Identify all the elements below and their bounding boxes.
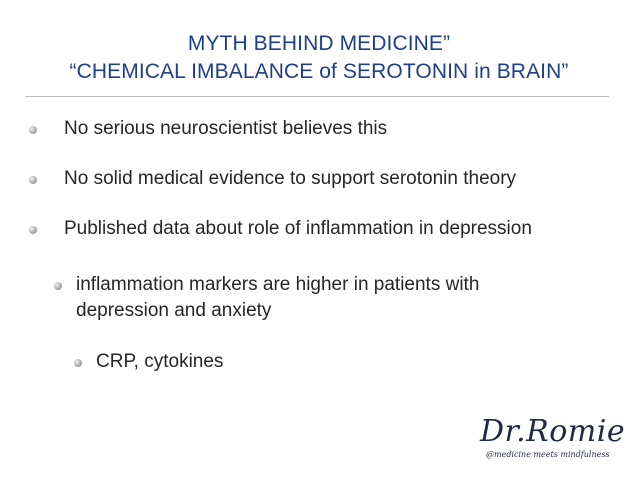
title-line-1: MYTH BEHIND MEDICINE” [187, 32, 451, 55]
bullet-item [64, 216, 532, 242]
sub-sub-bullet-item [96, 349, 223, 375]
logo-name: Dr.Romie [480, 414, 626, 449]
title-line-2: “CHEMICAL IMBALANCE of SEROTONIN in BRAIN” [69, 60, 569, 83]
slide-title [0, 30, 638, 86]
bullet-dot-icon [54, 282, 62, 290]
bullet-text: No solid medical evidence to support serotonin theory [64, 168, 517, 189]
bullet-dot-icon [29, 176, 37, 184]
dr-romie-logo [480, 414, 626, 470]
title-divider [25, 96, 609, 97]
bullet-item [64, 166, 516, 192]
logo-tagline: @medicine meets mindfulness [486, 450, 610, 459]
sub-sub-bullet-text: CRP, cytokines [96, 351, 224, 372]
bullet-dot-icon [74, 359, 82, 367]
bullet-text: No serious neuroscientist believes this [64, 118, 388, 139]
bullet-dot-icon [29, 126, 37, 134]
sub-bullet-line-1: inflammation markers are higher in patients with [76, 274, 480, 295]
bullet-item [64, 116, 387, 142]
bullet-text: Published data about role of inflammation in depression [64, 218, 532, 239]
sub-bullet-item [76, 272, 479, 324]
bullet-dot-icon [29, 226, 37, 234]
sub-bullet-line-2: depression and anxiety [76, 300, 272, 321]
